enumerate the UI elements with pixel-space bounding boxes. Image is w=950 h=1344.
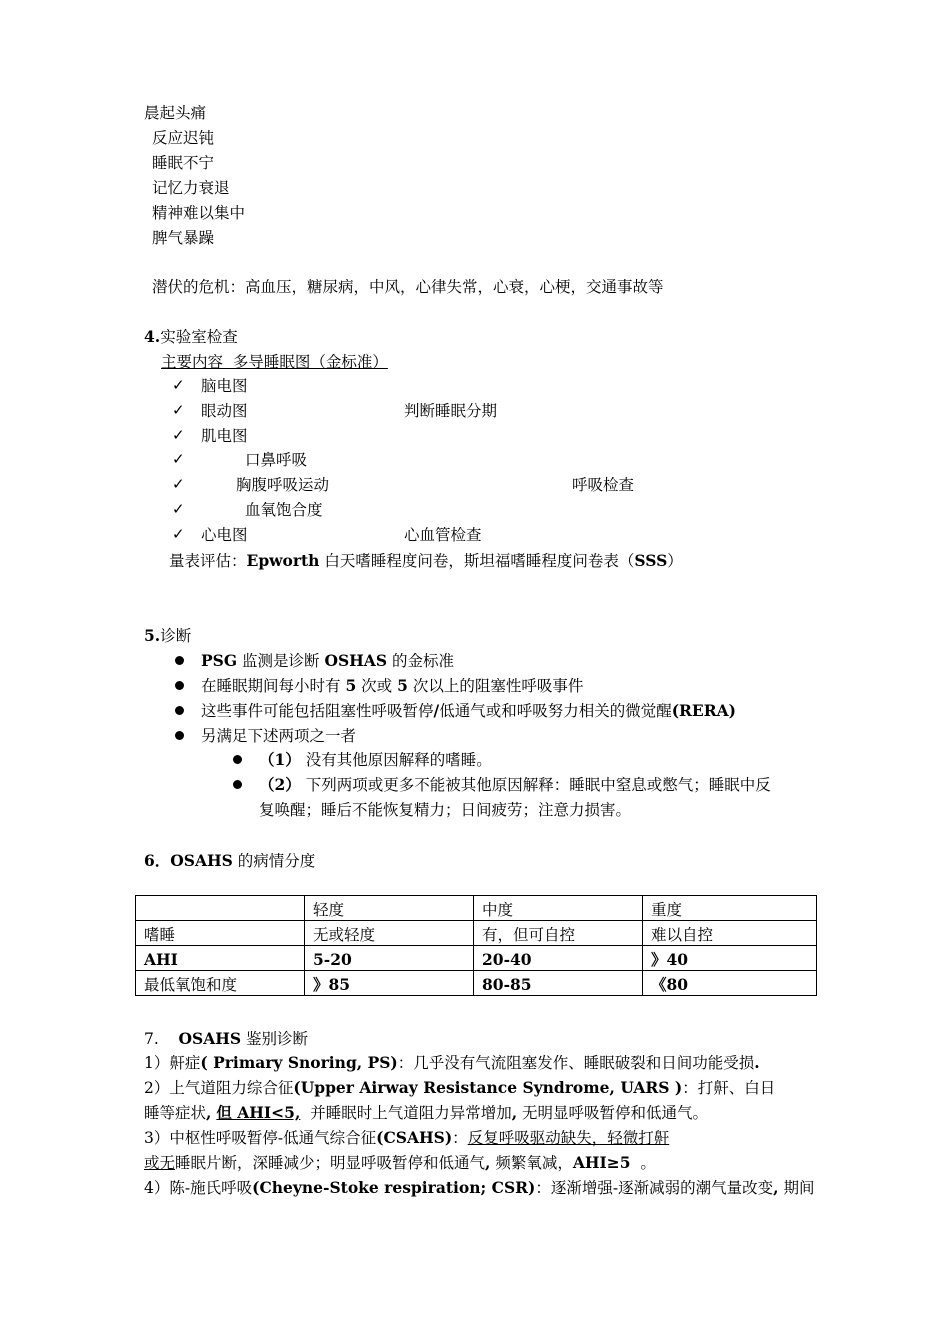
diagnosis-bullet: PSG 监测是诊断 OSHAS 的金标准 xyxy=(201,651,454,670)
diagnosis-subbullet-cont: 复唤醒；睡后不能恢复精力；日间疲劳；注意力损害。 xyxy=(259,801,632,819)
diagnosis-subbullet: （2） 下列两项或更多不能被其他原因解释：睡眠中窒息或憋气；睡眠中反 xyxy=(259,775,771,794)
section-7-heading: 7. OSAHS 鉴别诊断 xyxy=(144,1029,309,1048)
table-cell: AHI xyxy=(136,946,305,971)
table-cell: 80-85 xyxy=(474,971,643,996)
table-cell: 5-20 xyxy=(305,946,474,971)
section-5-heading xyxy=(144,626,191,646)
symptom-line: 记忆力衰退 xyxy=(152,179,230,197)
differential-line: 或无睡眠片断，深睡减少；明显呼吸暂停和低通气, 频繁氧减，AHI≥5 。 xyxy=(144,1153,656,1172)
symptom-line: 精神难以集中 xyxy=(152,204,246,222)
symptom-line: 脾气暴躁 xyxy=(152,229,215,247)
table-cell: 《80 xyxy=(643,971,817,996)
differential-line: 1）鼾症( Primary Snoring, PS)：几乎没有气流阻塞发作、睡眠破裂和日间功能受损. xyxy=(144,1053,760,1072)
diagnosis-subbullet: （1） 没有其他原因解释的嗜睡。 xyxy=(259,750,492,769)
table-cell: 》40 xyxy=(643,946,817,971)
exam-item: 脑电图 xyxy=(201,377,248,395)
differential-line: 睡等症状, 但 AHI<5, 并睡眠时上气道阻力异常增加, 无明显呼吸暂停和低通气。 xyxy=(144,1103,709,1122)
table-cell: 难以自控 xyxy=(643,921,817,946)
check-icon: ✓ xyxy=(172,475,185,493)
section-title: 诊断 xyxy=(160,627,192,645)
differential-line: 2）上气道阻力综合征(Upper Airway Resistance Syndrome, UARS )：打鼾、白日 xyxy=(144,1078,776,1097)
section-title: 实验室检查 xyxy=(160,328,238,346)
check-icon: ✓ xyxy=(172,450,185,468)
exam-item: 肌电图 xyxy=(201,427,248,445)
group-label-cardio: 心血管检查 xyxy=(404,526,482,544)
severity-table xyxy=(135,895,817,996)
diagnosis-bullet: 在睡眠期间每小时有 5 次或 5 次以上的阻塞性呼吸事件 xyxy=(201,676,584,695)
bullet-icon xyxy=(175,681,184,690)
group-label-sleep: 判断睡眠分期 xyxy=(404,402,498,420)
symptom-line: 晨起头痛 xyxy=(144,104,207,122)
table-row xyxy=(136,946,817,971)
main-content-line: 主要内容 多导睡眠图（金标准） xyxy=(161,353,388,371)
diagnosis-bullet: 这些事件可能包括阻塞性呼吸暂停/低通气或和呼吸努力相关的微觉醒(RERA) xyxy=(201,701,736,720)
table-cell: 轻度 xyxy=(305,896,474,921)
check-icon: ✓ xyxy=(172,525,185,543)
symptom-line: 睡眠不宁 xyxy=(152,154,215,172)
table-row xyxy=(136,896,817,921)
table-cell: 重度 xyxy=(643,896,817,921)
differential-line: 4）陈-施氏呼吸(Cheyne-Stoke respiration; CSR)：逐渐增强-逐渐减弱的潮气量改变, 期间 xyxy=(144,1178,815,1197)
differential-line: 3）中枢性呼吸暂停-低通气综合征(CSAHS)：反复呼吸驱动缺失，轻微打鼾 xyxy=(144,1128,670,1147)
risk-line: 潜伏的危机：高血压，糖尿病，中风，心律失常，心衰，心梗，交通事故等 xyxy=(152,278,664,296)
table-cell: 无或轻度 xyxy=(305,921,474,946)
bullet-icon xyxy=(175,656,184,665)
exam-item: 胸腹呼吸运动 xyxy=(236,476,330,494)
table-row xyxy=(136,971,817,996)
exam-item: 口鼻呼吸 xyxy=(245,451,308,469)
table-cell: 》85 xyxy=(305,971,474,996)
section-4-heading xyxy=(144,327,238,347)
group-label-resp: 呼吸检查 xyxy=(572,476,635,494)
table-cell: 有，但可自控 xyxy=(474,921,643,946)
exam-item: 眼动图 xyxy=(201,402,248,420)
bullet-icon xyxy=(233,780,242,789)
exam-item: 心电图 xyxy=(201,526,248,544)
bullet-icon xyxy=(233,755,242,764)
bullet-icon xyxy=(175,706,184,715)
table-cell xyxy=(136,896,305,921)
table-cell: 中度 xyxy=(474,896,643,921)
check-icon: ✓ xyxy=(172,426,185,444)
bullet-icon xyxy=(175,731,184,740)
table-cell: 嗜睡 xyxy=(136,921,305,946)
symptom-line: 反应迟钝 xyxy=(152,129,215,147)
scale-line: 量表评估：Epworth 白天嗜睡程度问卷，斯坦福嗜睡程度问卷表（SSS） xyxy=(169,551,683,570)
table-cell: 最低氧饱和度 xyxy=(136,971,305,996)
section-6-heading: 6．OSAHS 的病情分度 xyxy=(144,851,316,870)
check-icon: ✓ xyxy=(172,401,185,419)
check-icon: ✓ xyxy=(172,376,185,394)
table-row xyxy=(136,921,817,946)
table-cell: 20-40 xyxy=(474,946,643,971)
section-number: 5. xyxy=(144,626,161,645)
check-icon: ✓ xyxy=(172,500,185,518)
diagnosis-bullet: 另满足下述两项之一者 xyxy=(201,727,357,745)
section-number: 4. xyxy=(144,327,161,346)
exam-item: 血氧饱合度 xyxy=(245,501,323,519)
